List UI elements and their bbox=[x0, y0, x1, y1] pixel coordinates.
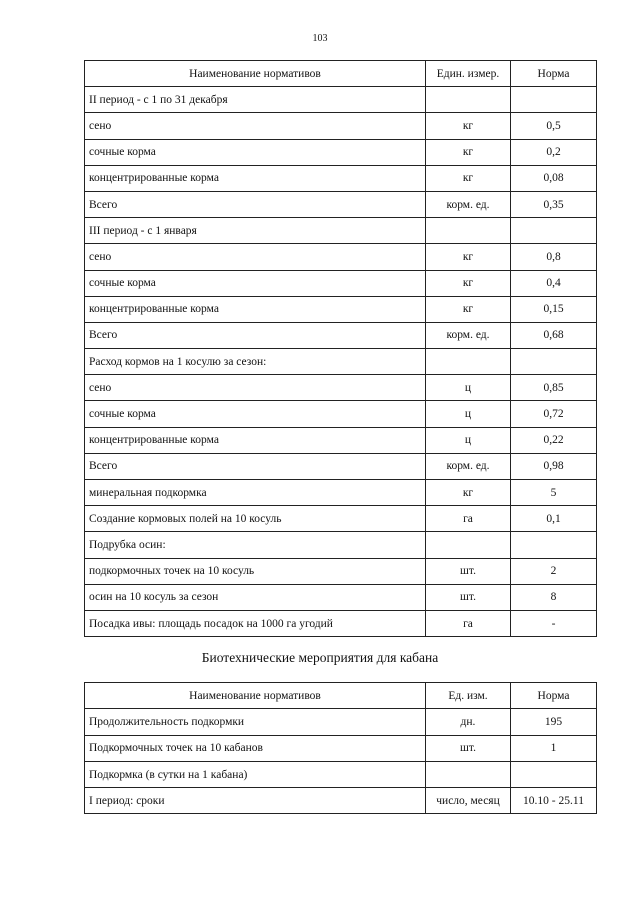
table-row bbox=[85, 453, 597, 479]
row-name-cell: II период - с 1 по 31 декабря bbox=[85, 87, 426, 113]
table-row bbox=[85, 322, 597, 348]
row-unit-cell: ц bbox=[426, 375, 511, 401]
row-unit-cell: корм. ед. bbox=[426, 322, 511, 348]
table-row bbox=[85, 709, 597, 735]
row-unit-cell bbox=[426, 87, 511, 113]
row-name-cell: Создание кормовых полей на 10 косуль bbox=[85, 506, 426, 532]
table-row bbox=[85, 735, 597, 761]
table-row bbox=[85, 375, 597, 401]
table-row bbox=[85, 296, 597, 322]
table-row bbox=[85, 113, 597, 139]
row-unit-cell bbox=[426, 761, 511, 787]
header-name: Наименование нормативов bbox=[85, 683, 426, 709]
row-norm-cell: 10.10 - 25.11 bbox=[511, 788, 597, 814]
row-unit-cell: корм. ед. bbox=[426, 453, 511, 479]
table-row bbox=[85, 244, 597, 270]
row-unit-cell: шт. bbox=[426, 558, 511, 584]
row-name-cell: Подкормка (в сутки на 1 кабана) bbox=[85, 761, 426, 787]
row-name-cell: сено bbox=[85, 113, 426, 139]
row-norm-cell: 5 bbox=[511, 480, 597, 506]
row-name-cell: Продолжительность подкормки bbox=[85, 709, 426, 735]
table-row bbox=[85, 558, 597, 584]
row-name-cell: сено bbox=[85, 244, 426, 270]
row-norm-cell bbox=[511, 532, 597, 558]
row-unit-cell: ц bbox=[426, 401, 511, 427]
row-name-cell: сочные корма bbox=[85, 270, 426, 296]
row-norm-cell: 0,5 bbox=[511, 113, 597, 139]
row-unit-cell bbox=[426, 349, 511, 375]
table-row bbox=[85, 87, 597, 113]
table-row bbox=[85, 427, 597, 453]
row-name-cell: концентрированные корма bbox=[85, 427, 426, 453]
table-header-row bbox=[85, 61, 597, 87]
row-unit-cell: шт. bbox=[426, 584, 511, 610]
row-name-cell: осин на 10 косуль за сезон bbox=[85, 584, 426, 610]
table-row bbox=[85, 139, 597, 165]
row-unit-cell: кг bbox=[426, 113, 511, 139]
row-unit-cell: кг bbox=[426, 244, 511, 270]
row-name-cell: III период - с 1 января bbox=[85, 218, 426, 244]
row-unit-cell: ц bbox=[426, 427, 511, 453]
table-header-row bbox=[85, 683, 597, 709]
row-norm-cell: 0,35 bbox=[511, 191, 597, 217]
row-name-cell: Расход кормов на 1 косулю за сезон: bbox=[85, 349, 426, 375]
row-norm-cell: 0,85 bbox=[511, 375, 597, 401]
row-name-cell: I период: сроки bbox=[85, 788, 426, 814]
row-norm-cell bbox=[511, 218, 597, 244]
table-row bbox=[85, 532, 597, 558]
row-name-cell: минеральная подкормка bbox=[85, 480, 426, 506]
row-norm-cell: 195 bbox=[511, 709, 597, 735]
row-name-cell: концентрированные корма bbox=[85, 165, 426, 191]
header-norm: Норма bbox=[511, 61, 597, 87]
row-unit-cell: кг bbox=[426, 139, 511, 165]
header-unit: Ед. изм. bbox=[426, 683, 511, 709]
row-norm-cell: 0,08 bbox=[511, 165, 597, 191]
table-row bbox=[85, 218, 597, 244]
header-norm: Норма bbox=[511, 683, 597, 709]
row-name-cell: сено bbox=[85, 375, 426, 401]
row-norm-cell: 0,4 bbox=[511, 270, 597, 296]
row-name-cell: Подкормочных точек на 10 кабанов bbox=[85, 735, 426, 761]
row-norm-cell: 0,2 bbox=[511, 139, 597, 165]
row-name-cell: Всего bbox=[85, 191, 426, 217]
row-name-cell: Посадка ивы: площадь посадок на 1000 га угодий bbox=[85, 610, 426, 636]
row-unit-cell: корм. ед. bbox=[426, 191, 511, 217]
boar-norms-table bbox=[84, 682, 597, 814]
row-unit-cell bbox=[426, 532, 511, 558]
row-norm-cell: 0,15 bbox=[511, 296, 597, 322]
table-row bbox=[85, 584, 597, 610]
table-row bbox=[85, 349, 597, 375]
row-name-cell: Всего bbox=[85, 322, 426, 348]
row-norm-cell: 2 bbox=[511, 558, 597, 584]
row-norm-cell bbox=[511, 761, 597, 787]
row-norm-cell: 0,68 bbox=[511, 322, 597, 348]
row-unit-cell: кг bbox=[426, 270, 511, 296]
row-norm-cell: 0,1 bbox=[511, 506, 597, 532]
row-norm-cell: 0,72 bbox=[511, 401, 597, 427]
table-row bbox=[85, 506, 597, 532]
row-unit-cell: га bbox=[426, 610, 511, 636]
row-name-cell: Подрубка осин: bbox=[85, 532, 426, 558]
row-unit-cell: кг bbox=[426, 296, 511, 322]
row-unit-cell: кг bbox=[426, 165, 511, 191]
row-norm-cell bbox=[511, 349, 597, 375]
table-row bbox=[85, 788, 597, 814]
row-name-cell: концентрированные корма bbox=[85, 296, 426, 322]
row-norm-cell: - bbox=[511, 610, 597, 636]
table-row bbox=[85, 610, 597, 636]
row-norm-cell: 8 bbox=[511, 584, 597, 610]
row-norm-cell: 0,22 bbox=[511, 427, 597, 453]
row-unit-cell: дн. bbox=[426, 709, 511, 735]
page-number: 103 bbox=[312, 33, 328, 44]
section-title: Биотехнические мероприятия для кабана bbox=[201, 650, 439, 665]
row-unit-cell: шт. bbox=[426, 735, 511, 761]
table-row bbox=[85, 480, 597, 506]
table-row bbox=[85, 761, 597, 787]
table-row bbox=[85, 191, 597, 217]
table-row bbox=[85, 270, 597, 296]
roe-deer-norms-table bbox=[84, 60, 597, 637]
row-norm-cell bbox=[511, 87, 597, 113]
row-unit-cell: число, месяц bbox=[426, 788, 511, 814]
row-norm-cell: 0,98 bbox=[511, 453, 597, 479]
row-name-cell: Всего bbox=[85, 453, 426, 479]
row-unit-cell: кг bbox=[426, 480, 511, 506]
header-unit: Един. измер. bbox=[426, 61, 511, 87]
row-norm-cell: 0,8 bbox=[511, 244, 597, 270]
row-unit-cell bbox=[426, 218, 511, 244]
row-name-cell: подкормочных точек на 10 косуль bbox=[85, 558, 426, 584]
row-name-cell: сочные корма bbox=[85, 139, 426, 165]
table-row bbox=[85, 165, 597, 191]
row-name-cell: сочные корма bbox=[85, 401, 426, 427]
table-row bbox=[85, 401, 597, 427]
row-norm-cell: 1 bbox=[511, 735, 597, 761]
header-name: Наименование нормативов bbox=[85, 61, 426, 87]
row-unit-cell: га bbox=[426, 506, 511, 532]
